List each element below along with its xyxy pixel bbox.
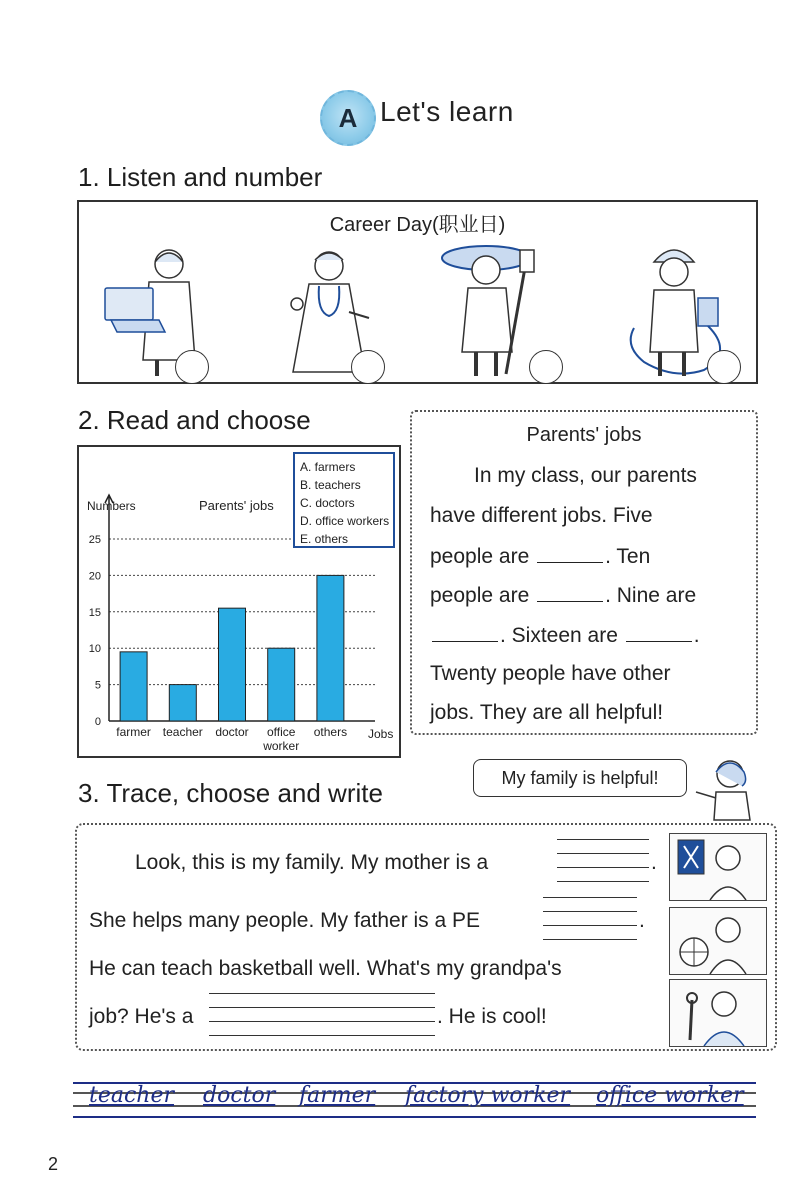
passage-text: Twenty people have other [430,662,671,685]
chart-legend [293,452,395,548]
write-line-4-text: job? He's a [89,1005,194,1028]
trace-blank-1[interactable] [557,839,649,881]
write-line-4-end: . He is cool! [437,1005,547,1028]
passage-text: have different jobs. Five [430,504,653,527]
word-bank-strip [73,1078,756,1122]
passage-period: . [693,624,700,647]
passage-text: . Ten [605,545,651,568]
basketball-icon [670,908,766,974]
x-tick-label-line: office [266,725,296,739]
section3-title: 3. Trace, choose and write [78,778,383,808]
photo-father-teacher [669,907,767,975]
x-tick-label-line: teacher [162,725,203,739]
chart-title: Parents' jobs [199,498,274,513]
bar [317,575,344,721]
trace-blank-3[interactable] [209,993,435,1035]
y-axis-label: Numbers [87,499,136,513]
speech-bubble [473,759,687,797]
write-line-3-text: He can teach basketball well. What's my grandpa's [89,957,562,980]
bar [219,608,246,721]
legend-item-e: E. others [300,532,349,546]
word-doctor[interactable]: doctor [203,1083,276,1108]
passage-line-1 [474,464,697,488]
x-tick-label [215,725,248,739]
number-circle-2[interactable] [351,350,385,384]
photo-grandpa-worker [669,979,767,1047]
passage-line-6 [430,662,671,686]
stethoscope-icon [269,242,409,382]
chart-box [77,445,401,758]
legend-item-c: C. doctors [300,496,355,510]
word-farmer[interactable]: farmer [299,1083,376,1108]
y-tick-label: 15 [88,606,101,619]
figure-doctor [269,242,409,382]
y-tick-label: 0 [94,716,101,728]
career-day-box [77,200,758,384]
trace-write-box [75,823,777,1051]
speech-bubble-text: My family is helpful! [501,767,659,788]
passage-text: In my class, our parents [474,464,697,487]
bar [169,685,196,721]
x-tick-label-line: farmer [116,725,151,739]
section1-title: 1. Listen and number [78,162,323,192]
passage-line-2 [430,504,653,528]
girl-avatar-icon [690,752,760,822]
word-office-worker[interactable]: office worker [596,1083,744,1108]
answer-blank-1[interactable] [537,544,603,563]
section2-title: 2. Read and choose [78,405,311,435]
passage-line-4 [430,583,696,608]
word-teacher[interactable]: teacher [89,1083,175,1108]
figure-computer-worker [97,242,237,382]
bar [120,652,147,721]
photo-mother-doctor [669,833,767,901]
x-axis-label: Jobs [368,727,394,741]
trace-blank-2[interactable] [543,897,637,939]
passage-line-5 [430,623,700,648]
answer-blank-3[interactable] [432,623,498,642]
answer-blank-2[interactable] [537,583,603,602]
write-line-1-end: . [651,851,657,874]
legend-item-a: A. farmers [300,460,356,474]
passage-box [410,410,758,735]
y-tick-label: 5 [94,679,101,692]
x-tick-label-line: doctor [215,725,249,739]
passage-text: . Sixteen are [500,624,624,647]
y-tick-label: 25 [88,534,101,546]
number-circle-3[interactable] [529,350,563,384]
passage-line-7 [430,701,663,725]
lesson-badge [320,90,376,146]
doctor-xray-icon [670,834,766,900]
legend-item-d: D. office workers [300,514,390,528]
word-factory-worker[interactable]: factory worker [405,1083,571,1108]
passage-text: people are [430,545,536,568]
x-tick-label [116,725,151,739]
write-line-1-text: Look, this is my family. My mother is a [135,851,489,874]
passage-line-3 [430,544,650,569]
x-tick-label [314,725,347,739]
wrench-icon [670,980,766,1046]
y-tick-label: 10 [88,643,101,656]
lesson-title: Let's learn [380,96,514,127]
legend-item-b: B. teachers [300,478,361,492]
badge-letter: A [338,102,358,133]
x-tick-label [262,725,299,753]
x-tick-label-line: worker [263,739,300,753]
passage-text: jobs. They are all helpful! [430,701,664,724]
write-line-2-end: . [639,909,645,932]
x-tick-label-line: others [313,725,348,739]
passage-text: people are [430,584,536,607]
passage-text: . Nine are [605,584,697,607]
x-tick-label [163,725,203,739]
laptop-icon [97,242,237,382]
number-circle-4[interactable] [707,350,741,384]
write-line-2-text: She helps many people. My father is a PE [89,909,481,932]
y-tick-label: 20 [88,570,101,583]
number-circle-1[interactable] [175,350,209,384]
passage-title: Parents' jobs [526,424,642,446]
strip-rule-bottom [73,1116,756,1118]
answer-blank-4[interactable] [626,623,692,642]
bar [268,648,295,721]
career-day-title: Career Day(职业日) [329,214,506,236]
page-number: 2 [48,1154,59,1174]
